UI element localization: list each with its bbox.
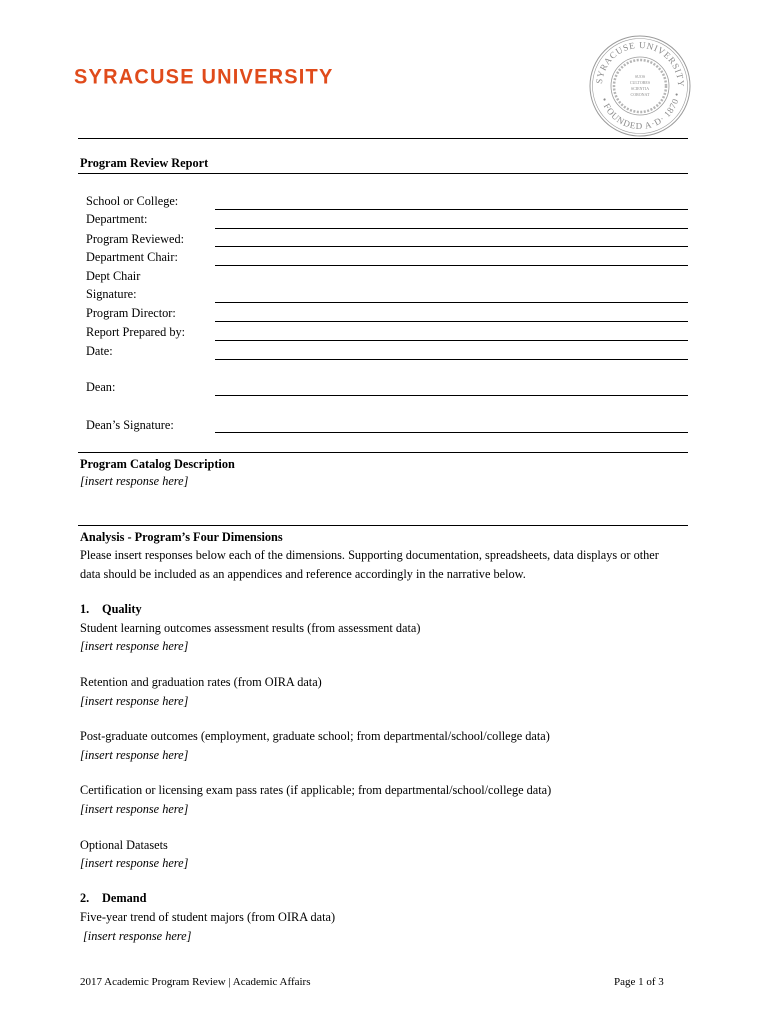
seal-ring-top-text: SYRACUSE UNIVERSITY xyxy=(594,39,687,88)
seal-center-line: CORONAT xyxy=(630,92,650,97)
field-label-program-director: Program Director: xyxy=(86,306,176,320)
field-label-dean-signature: Dean’s Signature: xyxy=(86,418,174,432)
field-input-program-reviewed[interactable] xyxy=(215,246,688,247)
section-title-quality: Quality xyxy=(102,602,142,616)
item-label: Post-graduate outcomes (employment, graduate school; from departmental/school/college data) xyxy=(80,729,550,743)
item-response[interactable]: [insert response here] xyxy=(80,748,189,762)
item-label: Optional Datasets xyxy=(80,838,168,852)
field-label-dept-chair: Dept Chair xyxy=(86,269,141,283)
field-input-dean[interactable] xyxy=(215,395,688,396)
field-label-department: Department: xyxy=(86,212,148,226)
seal-ring-bottom-text: • FOUNDED A·D· 1870 • xyxy=(599,91,682,132)
field-label-date: Date: xyxy=(86,344,113,358)
item-response[interactable]: [insert response here] xyxy=(83,929,192,943)
item-response[interactable]: [insert response here] xyxy=(80,639,189,653)
university-seal-icon xyxy=(588,34,692,138)
item-label: Five-year trend of student majors (from OIRA data) xyxy=(80,910,336,924)
section-number: 1. xyxy=(80,602,90,616)
field-input-department[interactable] xyxy=(215,228,688,229)
seal-center-line: SCIENTIA xyxy=(630,86,650,91)
seal-center-line: CULTORES xyxy=(629,80,651,85)
analysis-intro-line: Please insert responses below each of the dimensions. Supporting documentation, spreadsheets, data displays or other xyxy=(80,548,659,562)
title-divider xyxy=(78,173,688,174)
field-label-dean: Dean: xyxy=(86,380,116,394)
item-response[interactable]: [insert response here] xyxy=(80,694,189,708)
item-response[interactable]: [insert response here] xyxy=(80,802,189,816)
field-label-signature: Signature: xyxy=(86,287,137,301)
item-response[interactable]: [insert response here] xyxy=(80,856,189,870)
catalog-divider xyxy=(78,525,688,526)
university-logo-text: SYRACUSE UNIVERSITY xyxy=(74,65,334,89)
form-divider xyxy=(78,452,688,453)
catalog-response[interactable]: [insert response here] xyxy=(80,474,189,488)
analysis-intro-line: data should be included as an appendices and reference accordingly in the narrative below. xyxy=(80,567,526,581)
item-label: Retention and graduation rates (from OIRA data) xyxy=(80,675,322,689)
section-number: 2. xyxy=(80,891,90,905)
field-input-school[interactable] xyxy=(215,209,688,210)
catalog-heading: Program Catalog Description xyxy=(80,457,235,471)
field-label-report-prepared-by: Report Prepared by: xyxy=(86,325,186,339)
field-label-program-reviewed: Program Reviewed: xyxy=(86,232,185,246)
field-input-report-prepared-by[interactable] xyxy=(215,340,688,341)
field-input-dean-signature[interactable] xyxy=(215,432,688,433)
analysis-heading: Analysis - Program’s Four Dimensions xyxy=(80,530,283,544)
field-input-program-director[interactable] xyxy=(215,321,688,322)
header-divider xyxy=(78,138,688,139)
seal-center-line: SUOS xyxy=(634,74,646,79)
item-label: Student learning outcomes assessment results (from assessment data) xyxy=(80,621,421,635)
section-title-demand: Demand xyxy=(102,891,147,905)
item-label: Certification or licensing exam pass rates (if applicable; from departmental/school/college data) xyxy=(80,783,552,797)
footer-left: 2017 Academic Program Review | Academic Affairs xyxy=(80,976,311,988)
field-label-department-chair: Department Chair: xyxy=(86,250,178,264)
footer-page-number: Page 1 of 3 xyxy=(614,976,664,988)
field-input-date[interactable] xyxy=(215,359,688,360)
field-input-dept-chair-signature[interactable] xyxy=(215,302,688,303)
form-title: Program Review Report xyxy=(80,156,209,170)
field-input-department-chair[interactable] xyxy=(215,265,688,266)
field-label-school: School or College: xyxy=(86,194,179,208)
